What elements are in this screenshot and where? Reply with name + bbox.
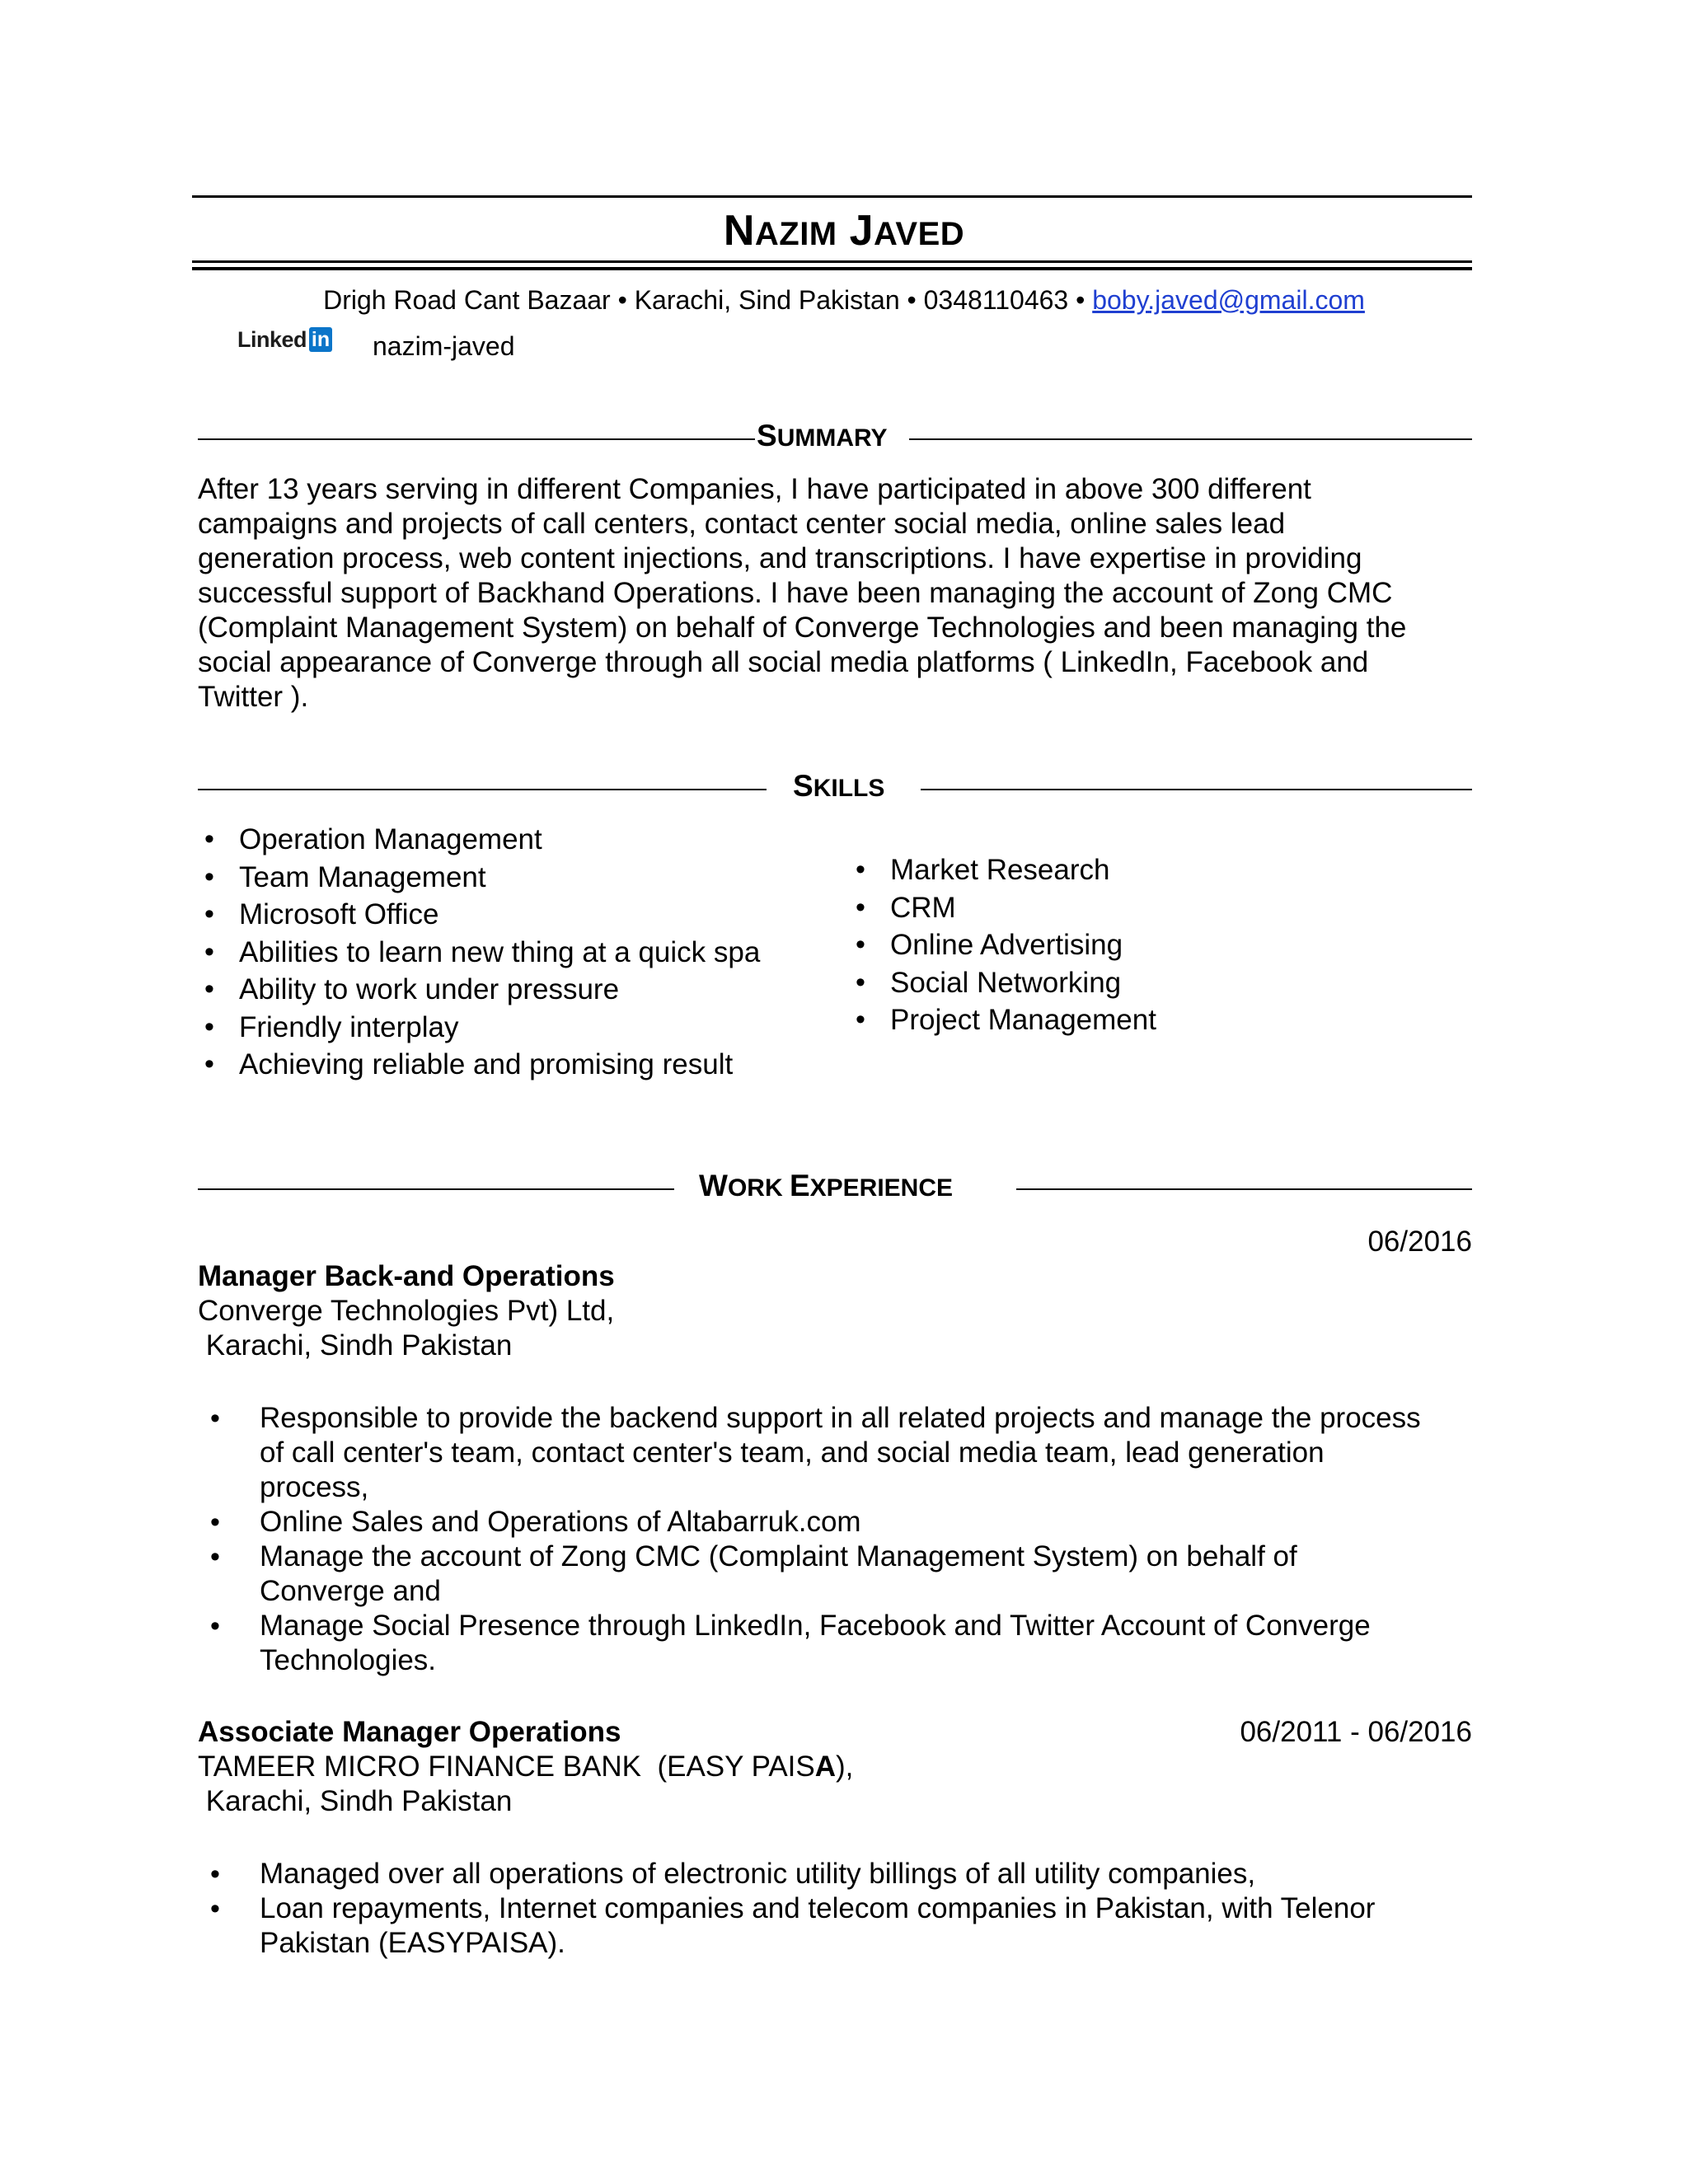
list-item: • Manage the account of Zong CMC (Complaint Management System) on behalf of Converge and — [198, 1540, 1484, 1609]
experience-rule-right — [1016, 1188, 1472, 1190]
job-2-title: Associate Manager Operations — [198, 1716, 621, 1748]
job-1-date: 06/2016 — [1367, 1226, 1472, 1258]
list-item: • Team Management — [198, 859, 779, 897]
header-bottom-rule-1 — [192, 260, 1472, 263]
skills-right-list — [849, 851, 1426, 1039]
contact-line — [0, 282, 1688, 318]
list-item: • Ability to work under pressure — [198, 971, 779, 1009]
candidate-name — [0, 202, 1688, 263]
name-last-initial: J — [849, 207, 874, 255]
job-2-bullets — [198, 1857, 1484, 1961]
summary-text: After 13 years serving in different Companies, I have participated in above 300 different campaigns and projects of call centers, contact center social media, online sales lead generation process, web content injections, and transcriptions. I have expertise in providing successful support of Backhand Operations. I have been managing the account of Zong CMC (Complaint Management System) on behalf of Converge Technologies and been managing the social appearance of Converge through all social media platforms ( LinkedIn, Facebook and Twitter ). — [198, 473, 1407, 713]
skills-rule-right — [921, 789, 1472, 790]
job-2-date: 06/2011 - 06/2016 — [1240, 1716, 1472, 1748]
header-top-rule — [192, 195, 1472, 198]
list-item: • Achieving reliable and promising result — [198, 1046, 779, 1084]
job-1-bullets — [198, 1401, 1484, 1678]
list-item: • CRM — [849, 889, 1426, 927]
name-first-initial: N — [723, 207, 755, 255]
list-item: • Market Research — [849, 851, 1426, 889]
list-item: • Project Management — [849, 1001, 1426, 1039]
skills-left-list — [198, 821, 779, 1084]
list-item: • Microsoft Office — [198, 896, 779, 934]
header-bottom-rule-2 — [192, 267, 1472, 270]
list-item: • Online Sales and Operations of Altabarruk.com — [198, 1505, 1484, 1540]
summary-title: SUMMARY — [757, 419, 888, 452]
list-item: • Friendly interplay — [198, 1009, 779, 1047]
list-item: • Online Advertising — [849, 926, 1426, 964]
job-1-location: Karachi, Sindh Pakistan — [198, 1329, 513, 1361]
list-item: • Social Networking — [849, 964, 1426, 1002]
linkedin-icon: Linked in — [237, 323, 332, 356]
list-item: • Responsible to provide the backend support in all related projects and manage the process of call center's team, contact center's team, and social media team, lead generation process, — [198, 1401, 1484, 1505]
linkedin-handle: nazim-javed — [373, 331, 515, 361]
skills-title: SKILLS — [793, 769, 885, 803]
list-item: • Managed over all operations of electronic utility billings of all utility companies, — [198, 1857, 1484, 1891]
list-item: • Manage Social Presence through LinkedIn, Facebook and Twitter Account of Converge Technologies. — [198, 1609, 1484, 1678]
email-link[interactable]: boby.javed@gmail.com — [1092, 285, 1365, 315]
skills-rule-left — [198, 789, 767, 790]
summary-rule-left — [198, 438, 755, 440]
experience-title: WORK EXPERIENCE — [699, 1169, 954, 1202]
name-first-rest: AZIM — [754, 216, 837, 252]
name-last-rest: AVED — [874, 216, 965, 252]
job-1-title: Manager Back-and Operations — [198, 1260, 615, 1292]
summary-rule-right — [909, 438, 1472, 440]
job-2-location: Karachi, Sindh Pakistan — [198, 1785, 513, 1817]
list-item: • Operation Management — [198, 821, 779, 859]
list-item: • Loan repayments, Internet companies and telecom companies in Pakistan, with Telenor Pakistan (EASYPAISA). — [198, 1891, 1484, 1961]
experience-rule-left — [198, 1188, 674, 1190]
job-2-company: TAMEER MICRO FINANCE BANK (EASY PAISA), — [198, 1750, 854, 1783]
job-1-company: Converge Technologies Pvt) Ltd, — [198, 1295, 615, 1327]
contact-address: Drigh Road Cant Bazaar • Karachi, Sind Pakistan • 0348110463 • — [323, 285, 1093, 315]
list-item: • Abilities to learn new thing at a quick spa — [198, 934, 779, 972]
